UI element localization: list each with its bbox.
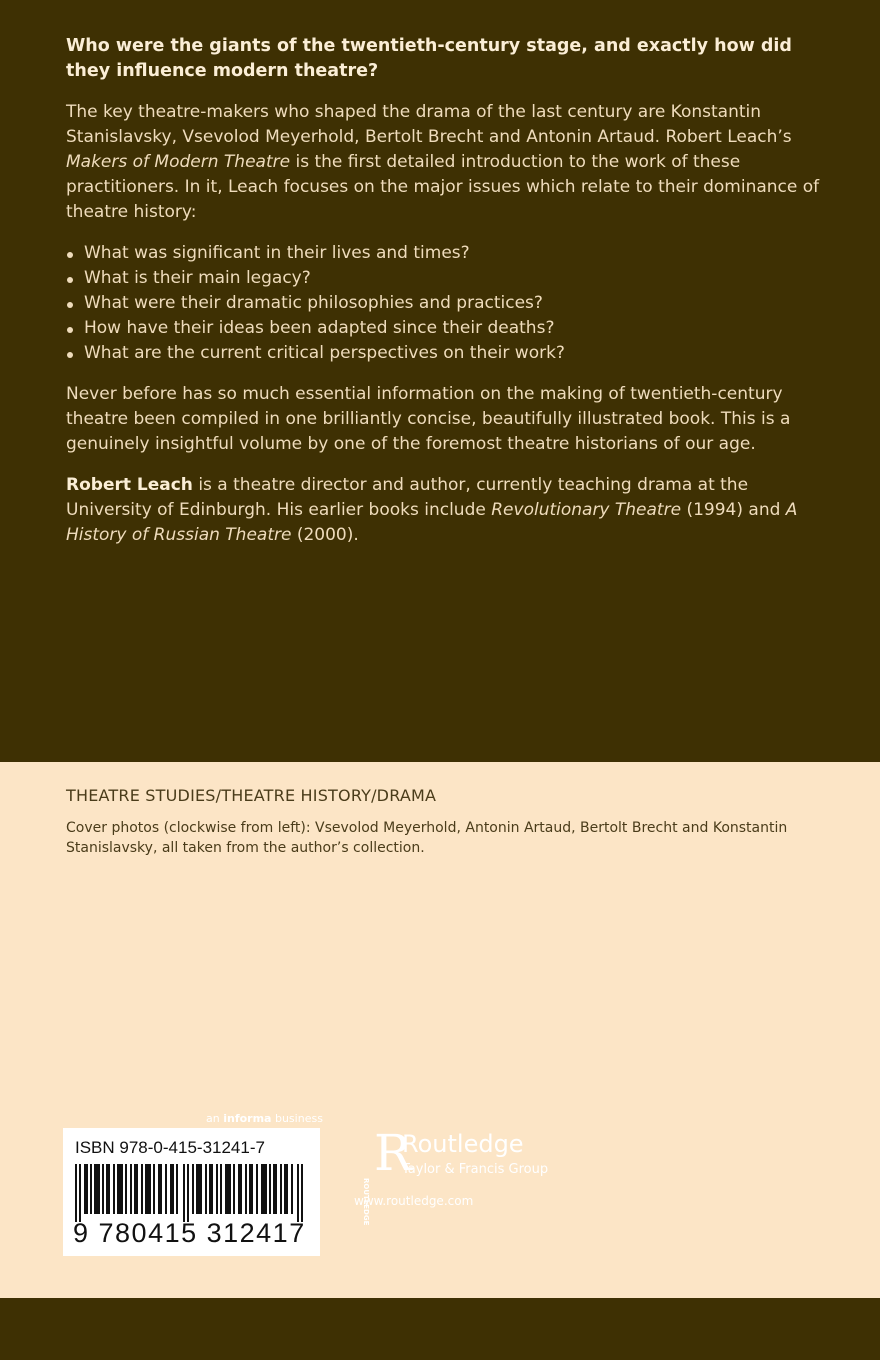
intro-paragraph: The key theatre-makers who shaped the drama of the last century are Konstantin Stanislavsky, Vsevolod Meyerhold, Bertolt Brecht and Antonin Artaud. Robert Leach’s Makers of Modern Theatre is the first detailed introduction to the work of these practitioners. In it, Leach focuses on the major issues which relate to their dominance of theatre history: <box>66 102 820 222</box>
list-item: What were their dramatic philosophies and practices? <box>66 291 826 316</box>
author-bio: Robert Leach is a theatre director and author, currently teaching drama at the University of Edinburgh. His earlier books include Revolutionary Theatre (1994) and A History of Russian Theatre (2000). <box>66 475 798 545</box>
author-name: Robert Leach <box>66 475 193 495</box>
isbn-barcode <box>63 1128 320 1256</box>
svg-text:R: R <box>374 1124 412 1182</box>
isbn-label: ISBN 978-0-415-31241-7 <box>75 1138 265 1157</box>
list-item: What are the current critical perspectives on their work? <box>66 341 826 366</box>
back-cover-bottom-panel <box>0 762 880 1298</box>
book-title: Makers of Modern Theatre <box>66 152 291 172</box>
cover-photo-credit: Cover photos (clockwise from left): Vsevolod Meyerhold, Antonin Artaud, Bertolt Brecht and Konstantin Stanislavsky, all taken from the author’s collection. <box>66 820 788 856</box>
subject-category: THEATRE STUDIES/THEATRE HISTORY/DRAMA <box>66 786 437 805</box>
barcode-icon <box>75 1164 307 1222</box>
informa-tagline: an informa business <box>206 1112 323 1125</box>
earlier-book: Revolutionary Theatre <box>491 500 682 520</box>
publisher-group: Taylor & Francis Group <box>402 1162 549 1177</box>
blurb <box>66 34 826 564</box>
summary-paragraph: Never before has so much essential information on the making of twentieth-century theatre been compiled in one brilliantly concise, beautifully illustrated book. This is a genuinely insightful volume by one of the foremost theatre historians of our age. <box>66 384 791 454</box>
earlier-book: A History of Russian Theatre <box>66 500 798 545</box>
list-item: What is their main legacy? <box>66 266 826 291</box>
publisher-name: Routledge <box>402 1130 524 1158</box>
publisher-url: www.routledge.com <box>354 1194 474 1208</box>
barcode-digits: 9 780415 312417 <box>73 1218 306 1248</box>
list-item: What was significant in their lives and times? <box>66 241 826 266</box>
question-list <box>66 241 826 366</box>
list-item: How have their ideas been adapted since their deaths? <box>66 316 826 341</box>
svg-text:ROUTLEDGE: ROUTLEDGE <box>362 1178 370 1226</box>
lead-question: Who were the giants of the twentieth-century stage, and exactly how did they influence modern theatre? <box>66 36 792 81</box>
routledge-logo-icon <box>354 1124 412 1226</box>
publisher-logo <box>354 1124 574 1226</box>
bottom-strip <box>0 1298 880 1360</box>
